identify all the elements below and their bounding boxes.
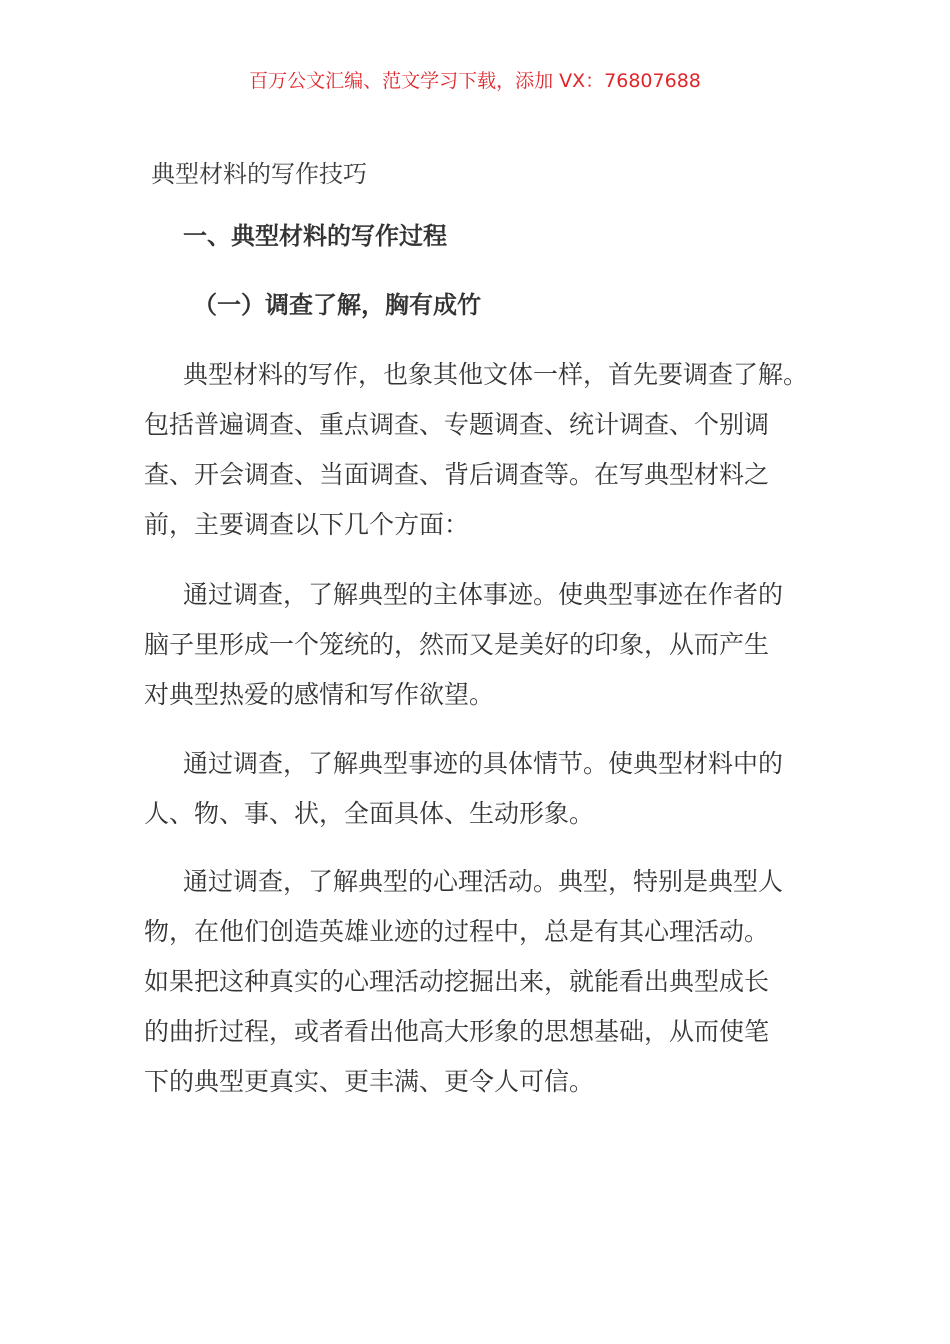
paragraph-line: 前，主要调查以下几个方面：: [144, 510, 470, 539]
paragraph-line: 查、开会调查、当面调查、背后调查等。在写典型材料之: [144, 460, 770, 489]
paragraph-line: 人、物、事、状，全面具体、生动形象。: [144, 799, 595, 828]
paragraph-4: [144, 857, 844, 1107]
paragraph-line: 通过调查，了解典型的主体事迹。使典型事迹在作者的: [183, 580, 784, 609]
header-watermark-banner: 百万公文汇编、范文学习下载，添加 VX：76807688: [249, 70, 701, 92]
paragraph-line: 如果把这种真实的心理活动挖掘出来，就能看出典型成长: [144, 967, 770, 996]
paragraph-line: 的曲折过程，或者看出他高大形象的思想基础，从而使笔: [144, 1017, 770, 1046]
paragraph-line: 包括普遍调查、重点调查、专题调查、统计调查、个别调: [144, 410, 770, 439]
document-title: 典型材料的写作技巧: [151, 160, 367, 188]
paragraph-line: 典型材料的写作，也象其他文体一样，首先要调查了解。: [183, 360, 809, 389]
section-heading: 一、典型材料的写作过程: [183, 222, 447, 250]
paragraph-line: 脑子里形成一个笼统的，然而又是美好的印象，从而产生: [144, 630, 770, 659]
subsection-heading: （一）调查了解，胸有成竹: [193, 291, 481, 319]
paragraph-3: [144, 739, 844, 839]
paragraph-line: 对典型热爱的感情和写作欲望。: [144, 680, 495, 709]
paragraph-1: [144, 350, 844, 550]
paragraph-line: 通过调查，了解典型的心理活动。典型，特别是典型人: [183, 867, 784, 896]
paragraph-line: 物，在他们创造英雄业迹的过程中，总是有其心理活动。: [144, 917, 770, 946]
paragraph-2: [144, 570, 844, 720]
paragraph-line: 下的典型更真实、更丰满、更令人可信。: [144, 1067, 595, 1096]
paragraph-line: 通过调查，了解典型事迹的具体情节。使典型材料中的: [183, 749, 784, 778]
